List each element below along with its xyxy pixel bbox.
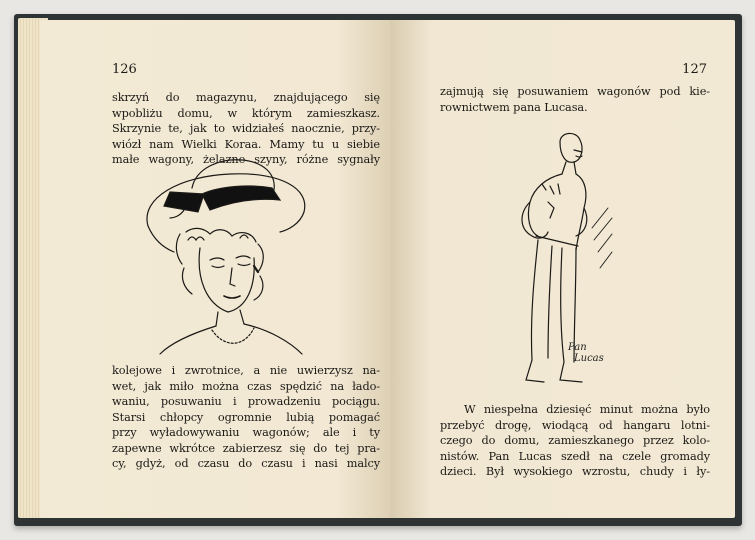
text-line: wiózł nam Wielki Koraa. Mamy tu u siebie	[112, 137, 380, 151]
right-text-top	[440, 84, 710, 115]
text-line: waniu, posuwaniu i prowadzeniu pociągu.	[112, 395, 380, 408]
left-text-bottom	[112, 363, 380, 472]
text-line: rownictwem pana Lucasa.	[440, 100, 588, 114]
text-line: zapewne wkrótce zabierzesz się do tej pra-	[112, 441, 380, 455]
woman-in-hat-illustration	[140, 148, 320, 358]
left-page	[40, 20, 390, 518]
text-line: czego do domu, zamieszkanego przez kolo-	[440, 434, 710, 447]
text-line: zajmują się posuwaniem wagonów pod kie-	[440, 85, 710, 98]
text-line: małe wagony, żelazne szyny, różne sygnały	[112, 153, 380, 166]
text-line: cy, gdyż, od czasu do czasu i nasi malcy	[112, 457, 380, 470]
text-line: wpobliżu domu, w którym zamieszkasz.	[112, 106, 380, 120]
text-line: W niespełna dziesięć minut można było	[464, 403, 710, 416]
text-line: Starsi chłopcy ogromnie lubią pomagać	[112, 410, 380, 424]
signature-line-1: Pan	[568, 342, 587, 353]
text-line: kolejowe i zwrotnice, a nie uwierzysz na-	[112, 364, 380, 377]
text-line: dzieci. Był wysokiego wzrostu, chudy i ły-	[440, 465, 710, 478]
text-line: Skrzynie te, jak to widziałeś naocznie, przy-	[112, 122, 380, 135]
text-line: przebyć drogę, wiodącą od hangaru lotni-	[440, 418, 710, 432]
page-number-right: 127	[682, 62, 707, 77]
text-line: wet, jak miło można czas spędzić na łado-	[112, 379, 380, 393]
text-line: przy wyładowywaniu wagonów; ale i ty	[112, 426, 380, 439]
right-text-bottom	[440, 402, 710, 480]
text-line: skrzyń do magazynu, znajdującego się	[112, 91, 380, 104]
text-line: nistów. Pan Lucas szedł na czele gromady	[440, 449, 710, 463]
signature-line-2: Lucas	[574, 353, 604, 364]
right-page	[390, 20, 735, 518]
page-number-left: 126	[112, 62, 137, 77]
illustration-signature	[568, 342, 604, 364]
